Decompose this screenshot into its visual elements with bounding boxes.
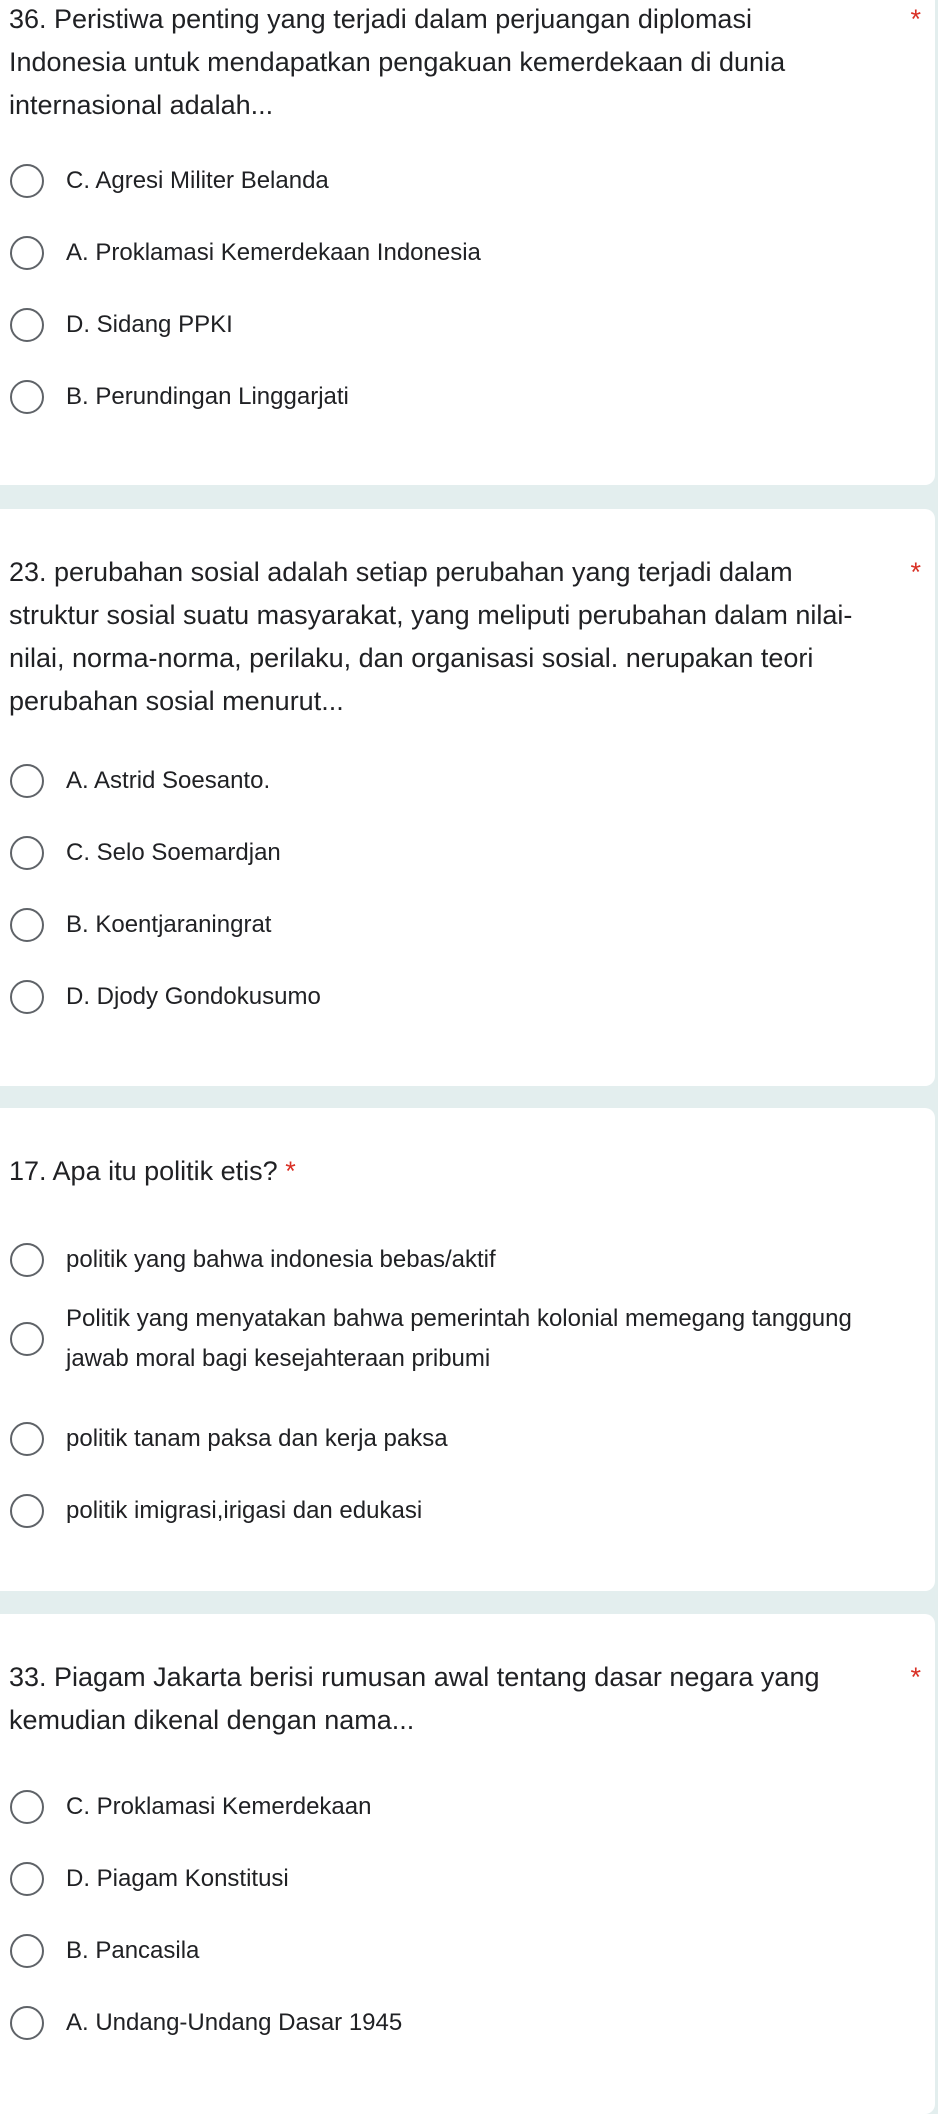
radio-option[interactable] — [0, 226, 920, 280]
option-label: C. Selo Soemardjan — [66, 839, 281, 866]
option-label: A. Undang-Undang Dasar 1945 — [66, 2009, 403, 2036]
question-card — [0, 0, 935, 485]
option-label: C. Proklamasi Kemerdekaan — [66, 1793, 372, 1820]
radio-button[interactable] — [10, 836, 44, 870]
radio-option[interactable] — [0, 826, 920, 880]
option-label: politik tanam paksa dan kerja paksa — [66, 1425, 448, 1452]
option-label: A. Astrid Soesanto. — [66, 767, 271, 794]
question-title-text: 17. Apa itu politik etis? — [9, 1156, 278, 1186]
radio-button[interactable] — [10, 1862, 44, 1896]
radio-option[interactable] — [0, 1924, 920, 1978]
option-label: D. Djody Gondokusumo — [66, 983, 321, 1010]
option-label: B. Perundingan Linggarjati — [66, 383, 349, 410]
radio-option[interactable] — [0, 754, 920, 808]
radio-button[interactable] — [10, 980, 44, 1014]
radio-button[interactable] — [10, 308, 44, 342]
radio-button[interactable] — [10, 764, 44, 798]
required-mark: * — [285, 1156, 296, 1186]
question-title: 36. Peristiwa penting yang terjadi dalam perjuangan diplomasi Indonesia untuk mendapatkan pengakuan kemerdekaan di dunia internasional adalah... — [9, 4, 786, 120]
option-label: politik yang bahwa indonesia bebas/aktif — [66, 1246, 496, 1273]
option-label: A. Proklamasi Kemerdekaan Indonesia — [66, 239, 481, 266]
radio-button[interactable] — [10, 164, 44, 198]
radio-option[interactable] — [0, 898, 920, 952]
radio-option[interactable] — [0, 1852, 920, 1906]
radio-button[interactable] — [10, 1494, 44, 1528]
question-card — [0, 1108, 935, 1591]
radio-button[interactable] — [10, 1934, 44, 1968]
required-mark: * — [910, 1662, 921, 1692]
required-mark: * — [910, 4, 921, 34]
question-title: 33. Piagam Jakarta berisi rumusan awal tentang dasar negara yang kemudian dikenal dengan nama... — [9, 1662, 820, 1735]
radio-button[interactable] — [10, 236, 44, 270]
option-label: D. Sidang PPKI — [66, 311, 233, 338]
option-label: politik imigrasi,irigasi dan edukasi — [66, 1497, 423, 1524]
radio-option[interactable] — [0, 298, 920, 352]
radio-option[interactable] — [0, 154, 920, 208]
radio-button[interactable] — [10, 908, 44, 942]
radio-button[interactable] — [10, 1790, 44, 1824]
option-label: Politik yang menyatakan bahwa pemerintah kolonial memegang tanggung jawab moral bagi kesejahteraan pribumi — [66, 1305, 852, 1372]
option-label: C. Agresi Militer Belanda — [66, 167, 329, 194]
option-label: B. Koentjaraningrat — [66, 911, 272, 938]
option-label: B. Pancasila — [66, 1937, 200, 1964]
question-card — [0, 1614, 935, 2114]
radio-button[interactable] — [10, 2006, 44, 2040]
radio-button[interactable] — [10, 1422, 44, 1456]
radio-option[interactable] — [0, 1233, 920, 1287]
radio-option[interactable] — [0, 970, 920, 1024]
question-title: 23. perubahan sosial adalah setiap perubahan yang terjadi dalam struktur sosial suatu masyarakat, yang meliputi perubahan dalam nilai-nilai, norma-norma, perilaku, dan organisasi sosial. nerupakan teori perubahan sosial menurut... — [9, 557, 853, 716]
radio-button[interactable] — [10, 380, 44, 414]
required-mark: * — [910, 557, 921, 587]
radio-button[interactable] — [10, 1243, 44, 1277]
radio-option[interactable] — [0, 1996, 920, 2050]
radio-option[interactable] — [0, 1296, 920, 1382]
radio-option[interactable] — [0, 370, 920, 424]
radio-option[interactable] — [0, 1780, 920, 1834]
radio-option[interactable] — [0, 1412, 920, 1466]
option-label: D. Piagam Konstitusi — [66, 1865, 289, 1892]
question-title — [9, 1150, 869, 1193]
question-card — [0, 509, 935, 1086]
radio-button[interactable] — [10, 1322, 44, 1356]
radio-option[interactable] — [0, 1484, 920, 1538]
